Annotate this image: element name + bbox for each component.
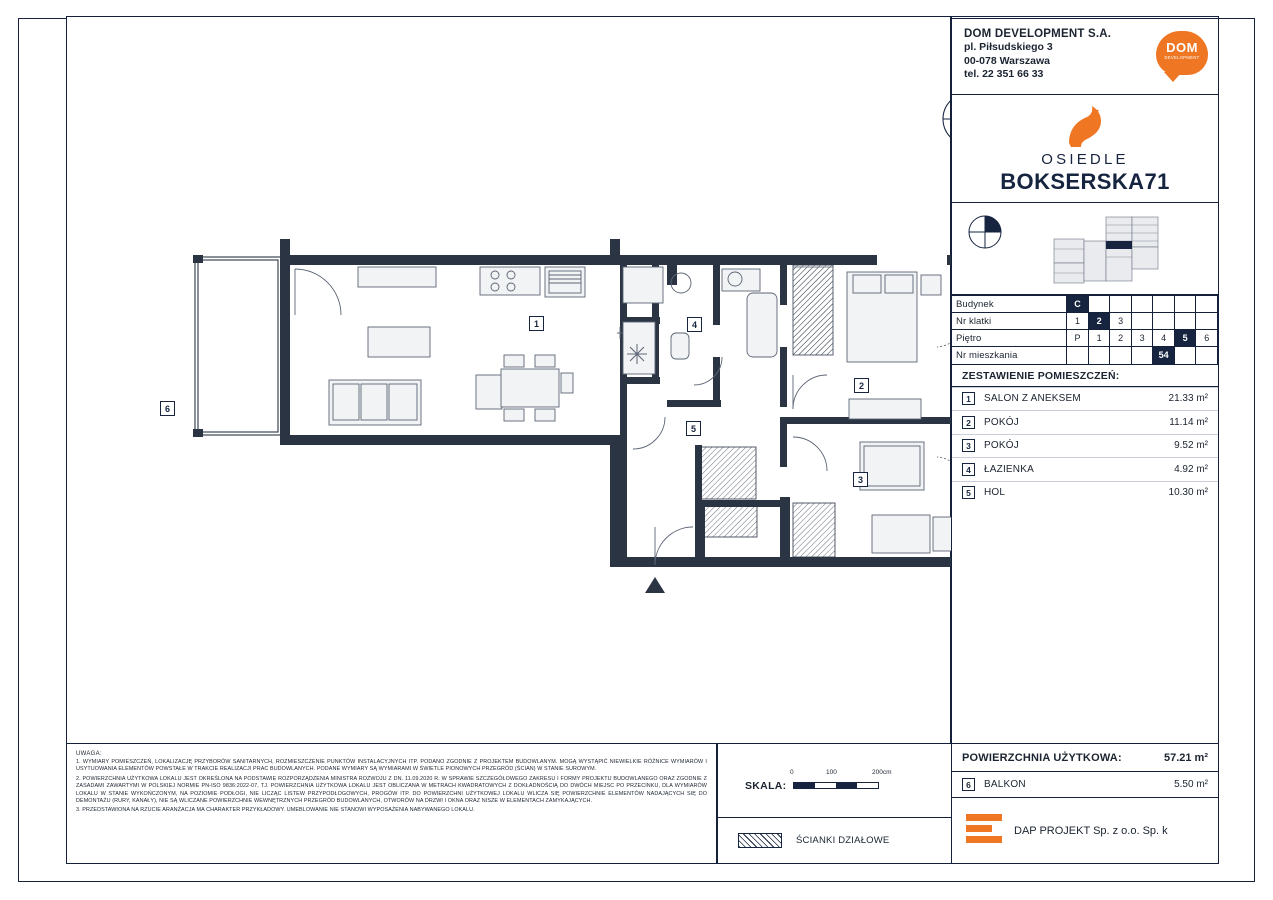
scale-tick-100: 100 xyxy=(826,769,837,776)
pietro-4: 4 xyxy=(1153,330,1175,347)
balcony-badge: 6 xyxy=(962,778,975,791)
usable-area-value: 57.21 m² xyxy=(1163,751,1208,764)
table-row-mieszkanie xyxy=(952,347,1218,364)
scale-label: SKALA: xyxy=(745,780,787,792)
room-name-1: SALON Z ANEKSEM xyxy=(984,393,1081,405)
budynek-blank-2 xyxy=(1110,296,1132,313)
room-area-5: 10.30 m² xyxy=(1168,487,1208,499)
room-name-2: POKÓJ xyxy=(984,416,1019,428)
dom-logo-sub-text: DEVELOPMENT xyxy=(1164,55,1200,60)
meta-table xyxy=(952,295,1218,364)
developer-name: DOM DEVELOPMENT S.A. xyxy=(964,28,1112,40)
title-block xyxy=(951,16,1219,744)
estate-name-text: BOKSERSKA xyxy=(1000,169,1145,194)
room-area-2: 11.14 m² xyxy=(1169,416,1208,428)
north-arrow-icon xyxy=(968,215,1002,249)
label-nr-mieszkania: Nr mieszkania xyxy=(952,347,1067,364)
pietro-2: 2 xyxy=(1110,330,1132,347)
label-pietro: Piętro xyxy=(952,330,1067,347)
room-row-5 xyxy=(952,481,1218,505)
floor-plan-svg xyxy=(67,17,952,745)
budynek-blank-1 xyxy=(1088,296,1110,313)
room-badge-1: 1 xyxy=(962,392,975,405)
mieszkanie-blank-1 xyxy=(1067,347,1089,364)
room-row-3 xyxy=(952,434,1218,458)
label-nr-klatki: Nr klatki xyxy=(952,313,1067,330)
pietro-p: P xyxy=(1067,330,1089,347)
dom-development-logo xyxy=(1156,27,1208,79)
estate-name xyxy=(952,169,1218,195)
pietro-6: 6 xyxy=(1196,330,1218,347)
room-number-4: 4 xyxy=(687,317,702,332)
klatka-blank-3 xyxy=(1174,313,1196,330)
room-badge-3: 3 xyxy=(962,439,975,452)
building-locator xyxy=(952,203,1218,295)
estate-number: 71 xyxy=(1144,169,1170,194)
scale-bar xyxy=(793,782,879,789)
budynek-blank-3 xyxy=(1131,296,1153,313)
room-row-2 xyxy=(952,410,1218,434)
room-badge-2: 2 xyxy=(962,416,975,429)
mieszkanie-blank-5 xyxy=(1174,347,1196,364)
partition-wall-swatch xyxy=(738,833,782,848)
developer-address-line2: 00-078 Warszawa xyxy=(964,54,1050,67)
room-row-4 xyxy=(952,457,1218,481)
unit-identification-table xyxy=(952,295,1218,365)
balcony-area-row xyxy=(951,772,1219,798)
table-row-budynek xyxy=(952,296,1218,313)
horse-logo-icon xyxy=(1063,103,1109,147)
mieszkanie-blank-2 xyxy=(1088,347,1110,364)
room-badge-5: 5 xyxy=(962,486,975,499)
pietro-3: 3 xyxy=(1131,330,1153,347)
dom-logo-main-text: DOM xyxy=(1166,40,1198,55)
mieszkanie-blank-4 xyxy=(1131,347,1153,364)
label-budynek: Budynek xyxy=(952,296,1067,313)
mieszkanie-blank-3 xyxy=(1110,347,1132,364)
klatka-blank-1 xyxy=(1131,313,1153,330)
project-author-name: DAP PROJEKT Sp. z o.o. Sp. k xyxy=(1014,824,1168,837)
room-number-6-balcony: 6 xyxy=(160,401,175,416)
partition-wall-label: ŚCIANKI DZIAŁOWE xyxy=(796,835,890,846)
note-item-1: 1. WYMIARY POMIESZCZEŃ, LOKALIZACJĘ PRZYBORÓW SANITARNYCH, ROZMIESZCZENIE PUNKTÓW INSTALACYJNYCH ITP. PODANO ZGODNIE Z PROJEKTEM BUDOWLANYM. MOGĄ WYSTĄPIĆ NIEWIELKIE RÓŻNICE WYMIARÓW I USYTUOWANIA ELEMENTÓW POWSTAŁE W TRAKCIE REALIZACJI PRAC BUDOWLANYCH. PODANE WYMIARY SĄ WYMIARAMI W ŚWIETLE PIONOWYCH PRZEGRÓD (ŚCIAN) W STANIE SUROWYM. xyxy=(76,759,707,773)
building-key-plan xyxy=(1050,211,1162,287)
room-area-3: 9.52 m² xyxy=(1174,440,1208,452)
room-name-4: ŁAZIENKA xyxy=(984,463,1034,475)
project-author-block xyxy=(951,798,1219,864)
klatka-1: 1 xyxy=(1067,313,1089,330)
rooms-schedule-header: ZESTAWIENIE POMIESZCZEŃ: xyxy=(952,365,1218,387)
floor-plan-drawing xyxy=(66,16,951,744)
entrance-marker xyxy=(645,577,665,593)
estate-branding xyxy=(952,95,1218,203)
pietro-5: 5 xyxy=(1174,330,1196,347)
room-number-5: 5 xyxy=(686,421,701,436)
scale-block xyxy=(717,744,951,818)
room-number-1: 1 xyxy=(529,316,544,331)
note-item-2: 2. POWIERZCHNIA UŻYTKOWA LOKALU JEST OKREŚLONA NA PODSTAWIE ROZPORZĄDZENIA MINISTRA ROZWOJU Z DN. 11.09.2020 R. W SPRAWIE SZCZEGÓŁOWEGO ZAKRESU I FORMY PROJEKTU BUDOWLANEGO ORAZ ZGODNIE Z ZASADAMI ZAWARTYMI W POLSKIEJ NORMIE PN-ISO 9836:2022-07, TJ. POWIERZCHNIA UŻYTKOWA LOKALU JEST OBLICZANA W METRACH KWADRATOWYCH Z DOKŁADNOŚCIĄ DO DWÓCH MIEJSC PO PRZECINKU, DLA WYMIARÓW LOKALU W STANIE WYKOŃCZONYM, NA POZIOMIE PODŁOGI, NIE LICZĄC LISTEW PRZYPODŁOGOWYCH, PROGÓW ITP. DO POWIERZCHNI UŻYTKOWEJ LOKALU WLICZA SIĘ POWIERZCHNIE ELEMENTÓW NADAJĄCYCH SIĘ DO DEMONTAŻU (RURY, KANAŁY), NIE SĄ WLICZANE POWIERZCHNIE WEWNĘTRZNYCH PRZEGRÓD BUDOWLANYCH, OTWORÓW NA DRZWI I OKNA ORAZ NISZE W ELEMENTACH ZAMYKAJĄCYCH. xyxy=(76,775,707,805)
klatka-blank-2 xyxy=(1153,313,1175,330)
pietro-1: 1 xyxy=(1088,330,1110,347)
room-name-3: POKÓJ xyxy=(984,440,1019,452)
room-row-1 xyxy=(952,387,1218,411)
dap-logo-icon xyxy=(966,814,1002,847)
developer-address-line1: pl. Piłsudskiego 3 xyxy=(964,41,1053,53)
developer-info xyxy=(952,17,1218,95)
developer-phone: tel. 22 351 66 33 xyxy=(964,68,1044,80)
usable-area-label: POWIERZCHNIA UŻYTKOWA: xyxy=(962,751,1122,764)
legend-block xyxy=(717,818,951,864)
budynek-value-c: C xyxy=(1067,296,1089,313)
notes-block xyxy=(66,744,717,864)
budynek-blank-5 xyxy=(1174,296,1196,313)
estate-label: OSIEDLE xyxy=(1041,151,1129,168)
klatka-blank-4 xyxy=(1196,313,1218,330)
notes-title: UWAGA: xyxy=(76,751,102,757)
scale-tick-200: 200cm xyxy=(872,769,892,776)
highlighted-unit xyxy=(1106,241,1132,249)
klatka-3: 3 xyxy=(1110,313,1132,330)
budynek-blank-6 xyxy=(1196,296,1218,313)
balcony-label: BALKON xyxy=(984,779,1026,790)
table-row-pietro xyxy=(952,330,1218,347)
klatka-2: 2 xyxy=(1088,313,1110,330)
room-number-3: 3 xyxy=(853,472,868,487)
balcony-area-value: 5.50 m² xyxy=(1174,779,1208,790)
rooms-schedule-list xyxy=(952,387,1218,505)
mieszkanie-blank-6 xyxy=(1196,347,1218,364)
budynek-blank-4 xyxy=(1153,296,1175,313)
room-area-1: 21.33 m² xyxy=(1168,393,1208,405)
room-area-4: 4.92 m² xyxy=(1174,463,1208,475)
scale-tick-0: 0 xyxy=(790,769,794,776)
table-row-klatka xyxy=(952,313,1218,330)
usable-area-summary xyxy=(951,744,1219,772)
room-name-5: HOL xyxy=(984,487,1006,499)
note-item-3: 3. PRZEDSTAWIONA NA RZUCIE ARANŻACJA MA CHARAKTER PRZYKŁADOWY. UMEBLOWANIE NIE STANOWI WYPOSAŻENIA NABYWANEGO LOKALU. xyxy=(76,807,475,814)
mieszkanie-number: 54 xyxy=(1153,347,1175,364)
room-badge-4: 4 xyxy=(962,463,975,476)
room-number-2: 2 xyxy=(854,378,869,393)
